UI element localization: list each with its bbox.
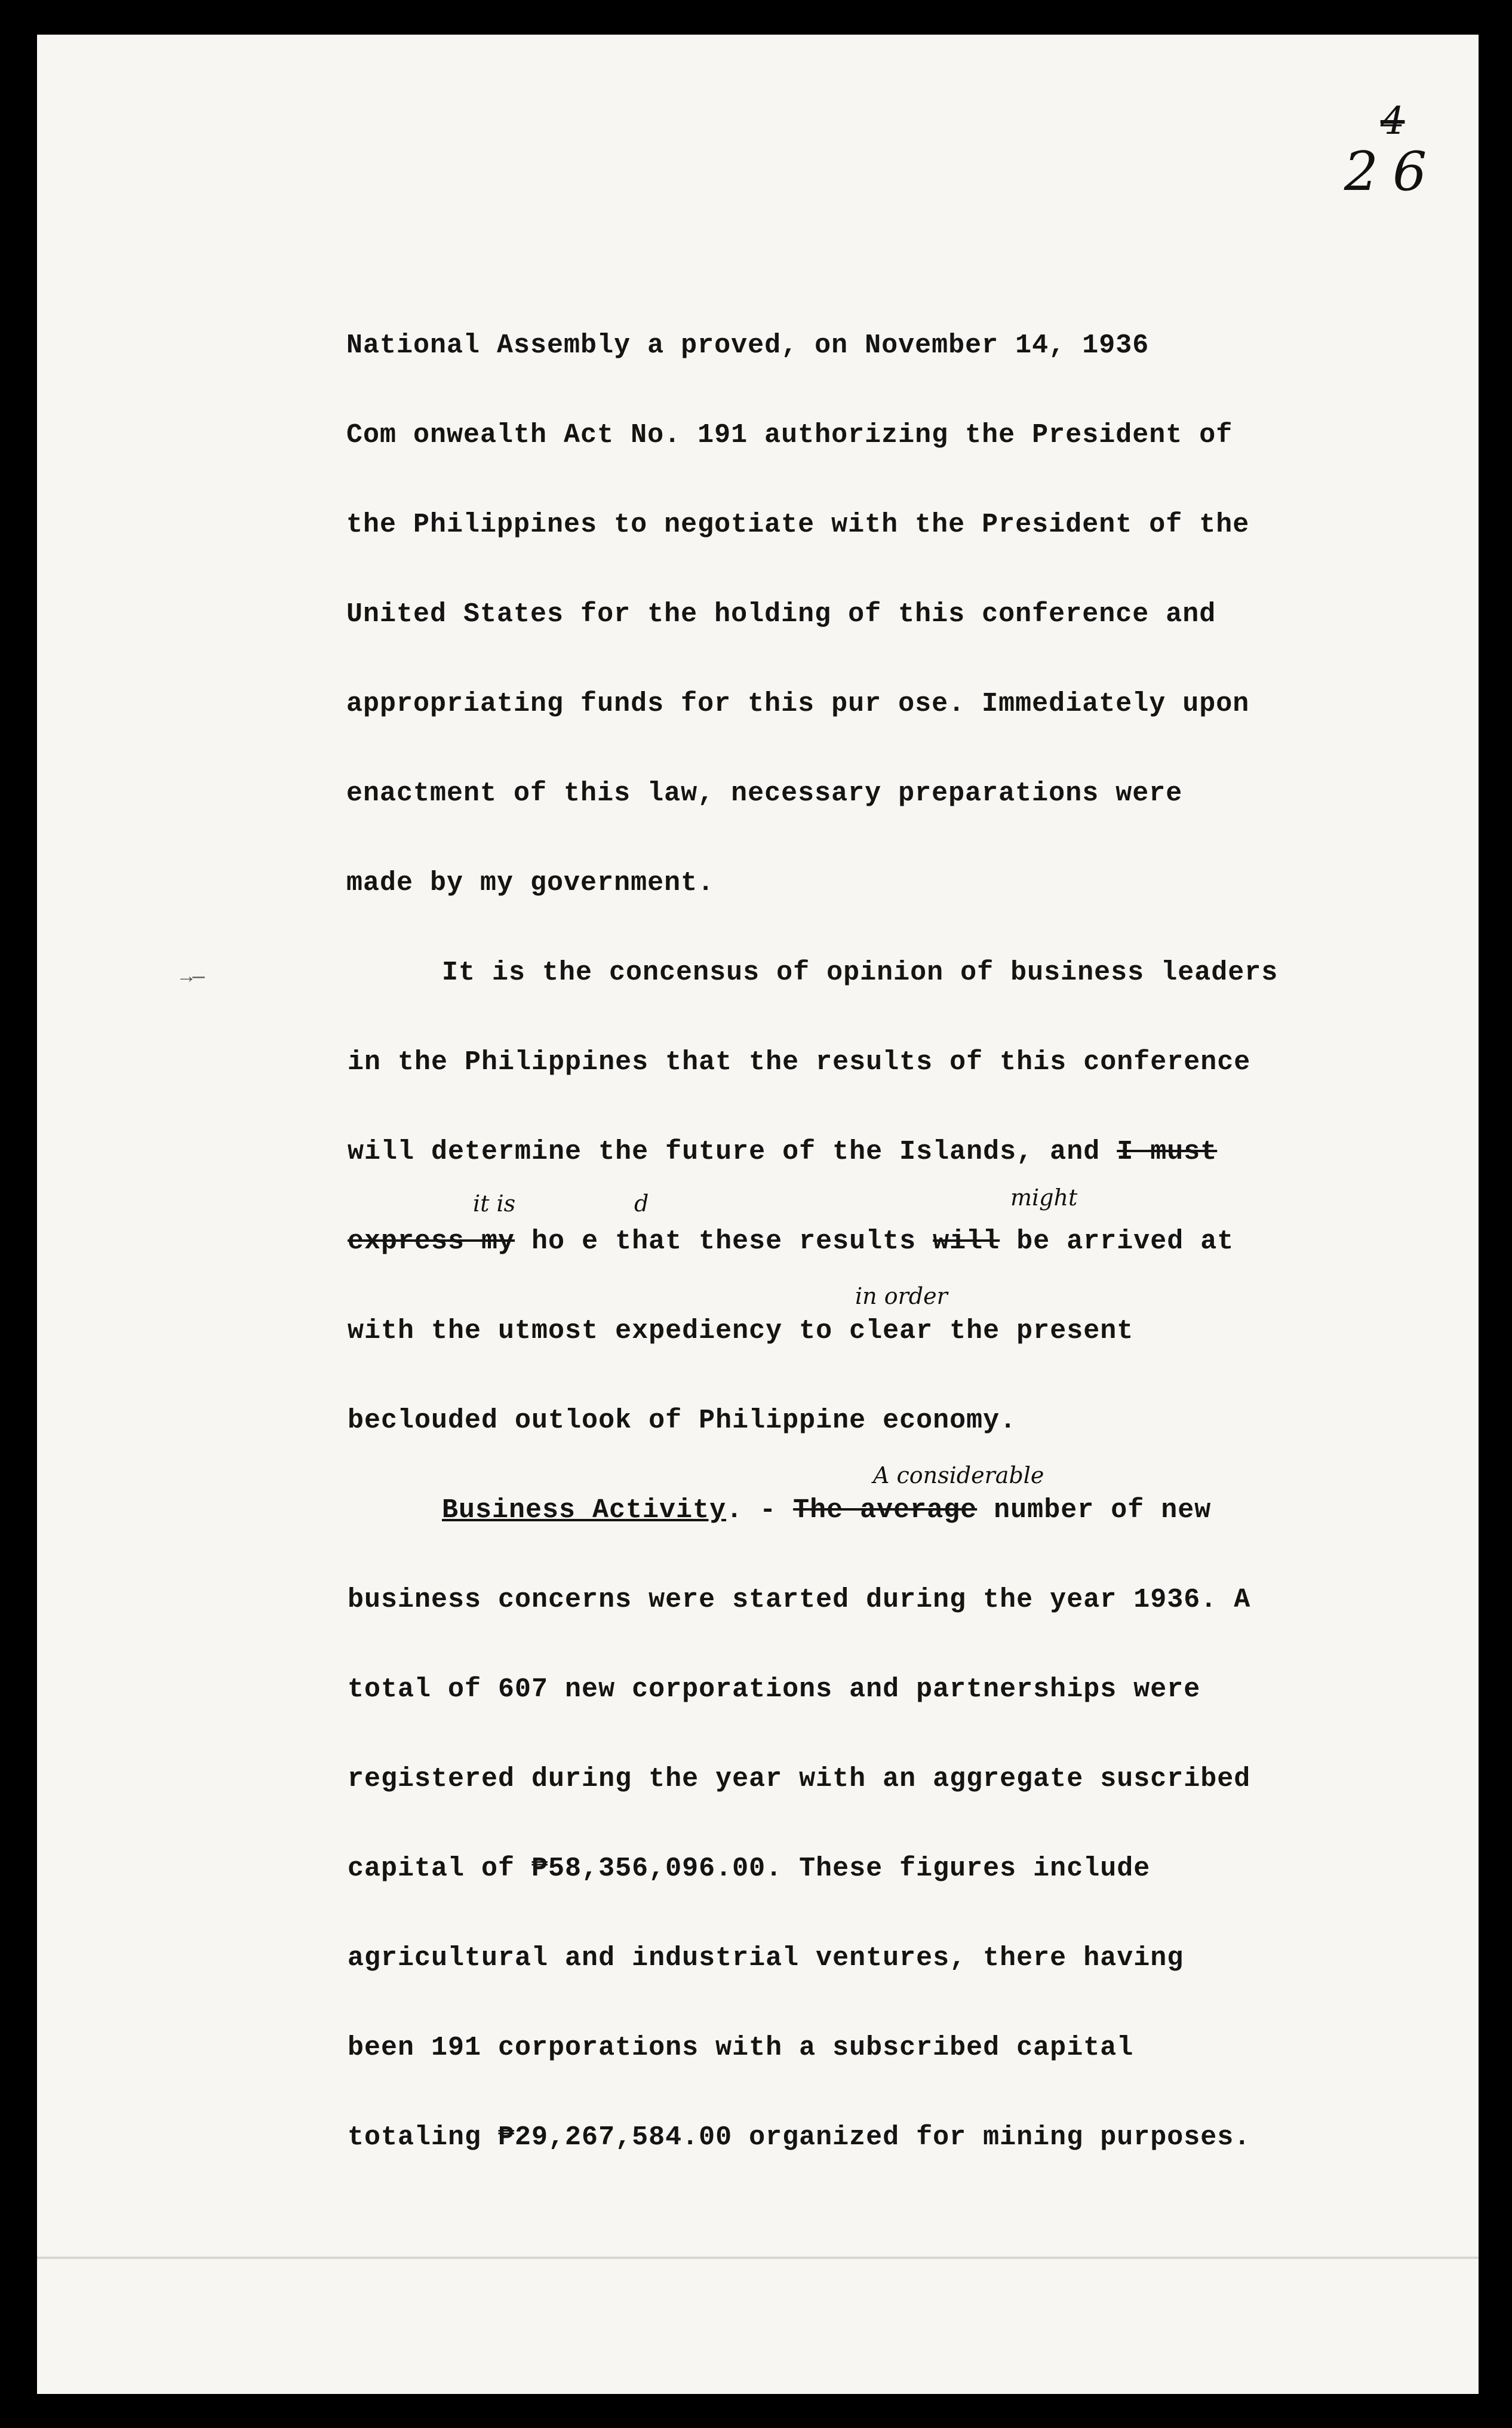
crossed-out-page-number: 4 — [1380, 99, 1405, 143]
text-line: in the Philippines that the results of this conference — [348, 1047, 1251, 1078]
text-line — [442, 1495, 1211, 1525]
handwritten-insert: it is — [473, 1190, 516, 1217]
text-line: the Philippines to negotiate with the President of the — [346, 509, 1250, 540]
text-line: It is the concensus of opinion of business leaders — [442, 957, 1279, 988]
text-line: made by my government. — [346, 868, 715, 898]
text-line: appropriating funds for this pur ose. Immediately upon — [346, 689, 1250, 719]
handwritten-insert: A considerable — [873, 1462, 1044, 1488]
handwritten-page-number: 26 — [1344, 140, 1442, 203]
handwritten-insert: in order — [855, 1283, 948, 1309]
text-line — [348, 1226, 1234, 1257]
text-line — [348, 1137, 1217, 1167]
struck-text: I must — [1117, 1137, 1218, 1167]
page-fold-line — [37, 2257, 1479, 2259]
text-line: totaling ₱29,267,584.00 organized for mining purposes. — [348, 2122, 1251, 2153]
text-segment: number of new — [977, 1495, 1212, 1525]
margin-arrow-mark: →— — [180, 966, 205, 989]
text-line: registered during the year with an aggregate suscribed — [348, 1764, 1251, 1794]
text-line: United States for the holding of this conference and — [346, 599, 1216, 630]
text-line: business concerns were started during the year 1936. A — [348, 1585, 1251, 1615]
section-heading: Business Activity — [442, 1495, 727, 1525]
struck-text: will — [933, 1226, 1000, 1257]
page-number — [1333, 100, 1452, 202]
text-segment: ho e — [515, 1226, 599, 1257]
document-page — [37, 35, 1479, 2394]
text-line: capital of ₱58,356,096.00. These figures include — [348, 1853, 1151, 1884]
text-line: beclouded outlook of Philippine economy. — [348, 1405, 1017, 1436]
text-segment: be arrived at — [1000, 1226, 1234, 1257]
text-line: total of 607 new corporations and partnerships were — [348, 1674, 1201, 1705]
text-line — [348, 1316, 1133, 1346]
handwritten-insert: d — [634, 1190, 649, 1217]
text-segment: to clear the present — [799, 1316, 1134, 1346]
struck-text: express my — [348, 1226, 515, 1257]
struck-text: The average — [793, 1495, 978, 1525]
text-line: Com onwealth Act No. 191 authorizing the President of — [346, 420, 1233, 450]
text-line: enactment of this law, necessary preparations were — [346, 778, 1183, 809]
text-line: National Assembly a proved, on November 14, 1936 — [346, 330, 1150, 361]
text-segment: that these results — [598, 1226, 933, 1257]
handwritten-insert: might — [1010, 1184, 1078, 1211]
text-segment: with the utmost expediency — [348, 1316, 800, 1346]
text-line: agricultural and industrial ventures, there having — [348, 1943, 1184, 1973]
text-segment: will determine the future of the Islands, and — [348, 1137, 1117, 1167]
text-segment: . - — [726, 1495, 794, 1525]
text-line: been 191 corporations with a subscribed capital — [348, 2033, 1134, 2063]
